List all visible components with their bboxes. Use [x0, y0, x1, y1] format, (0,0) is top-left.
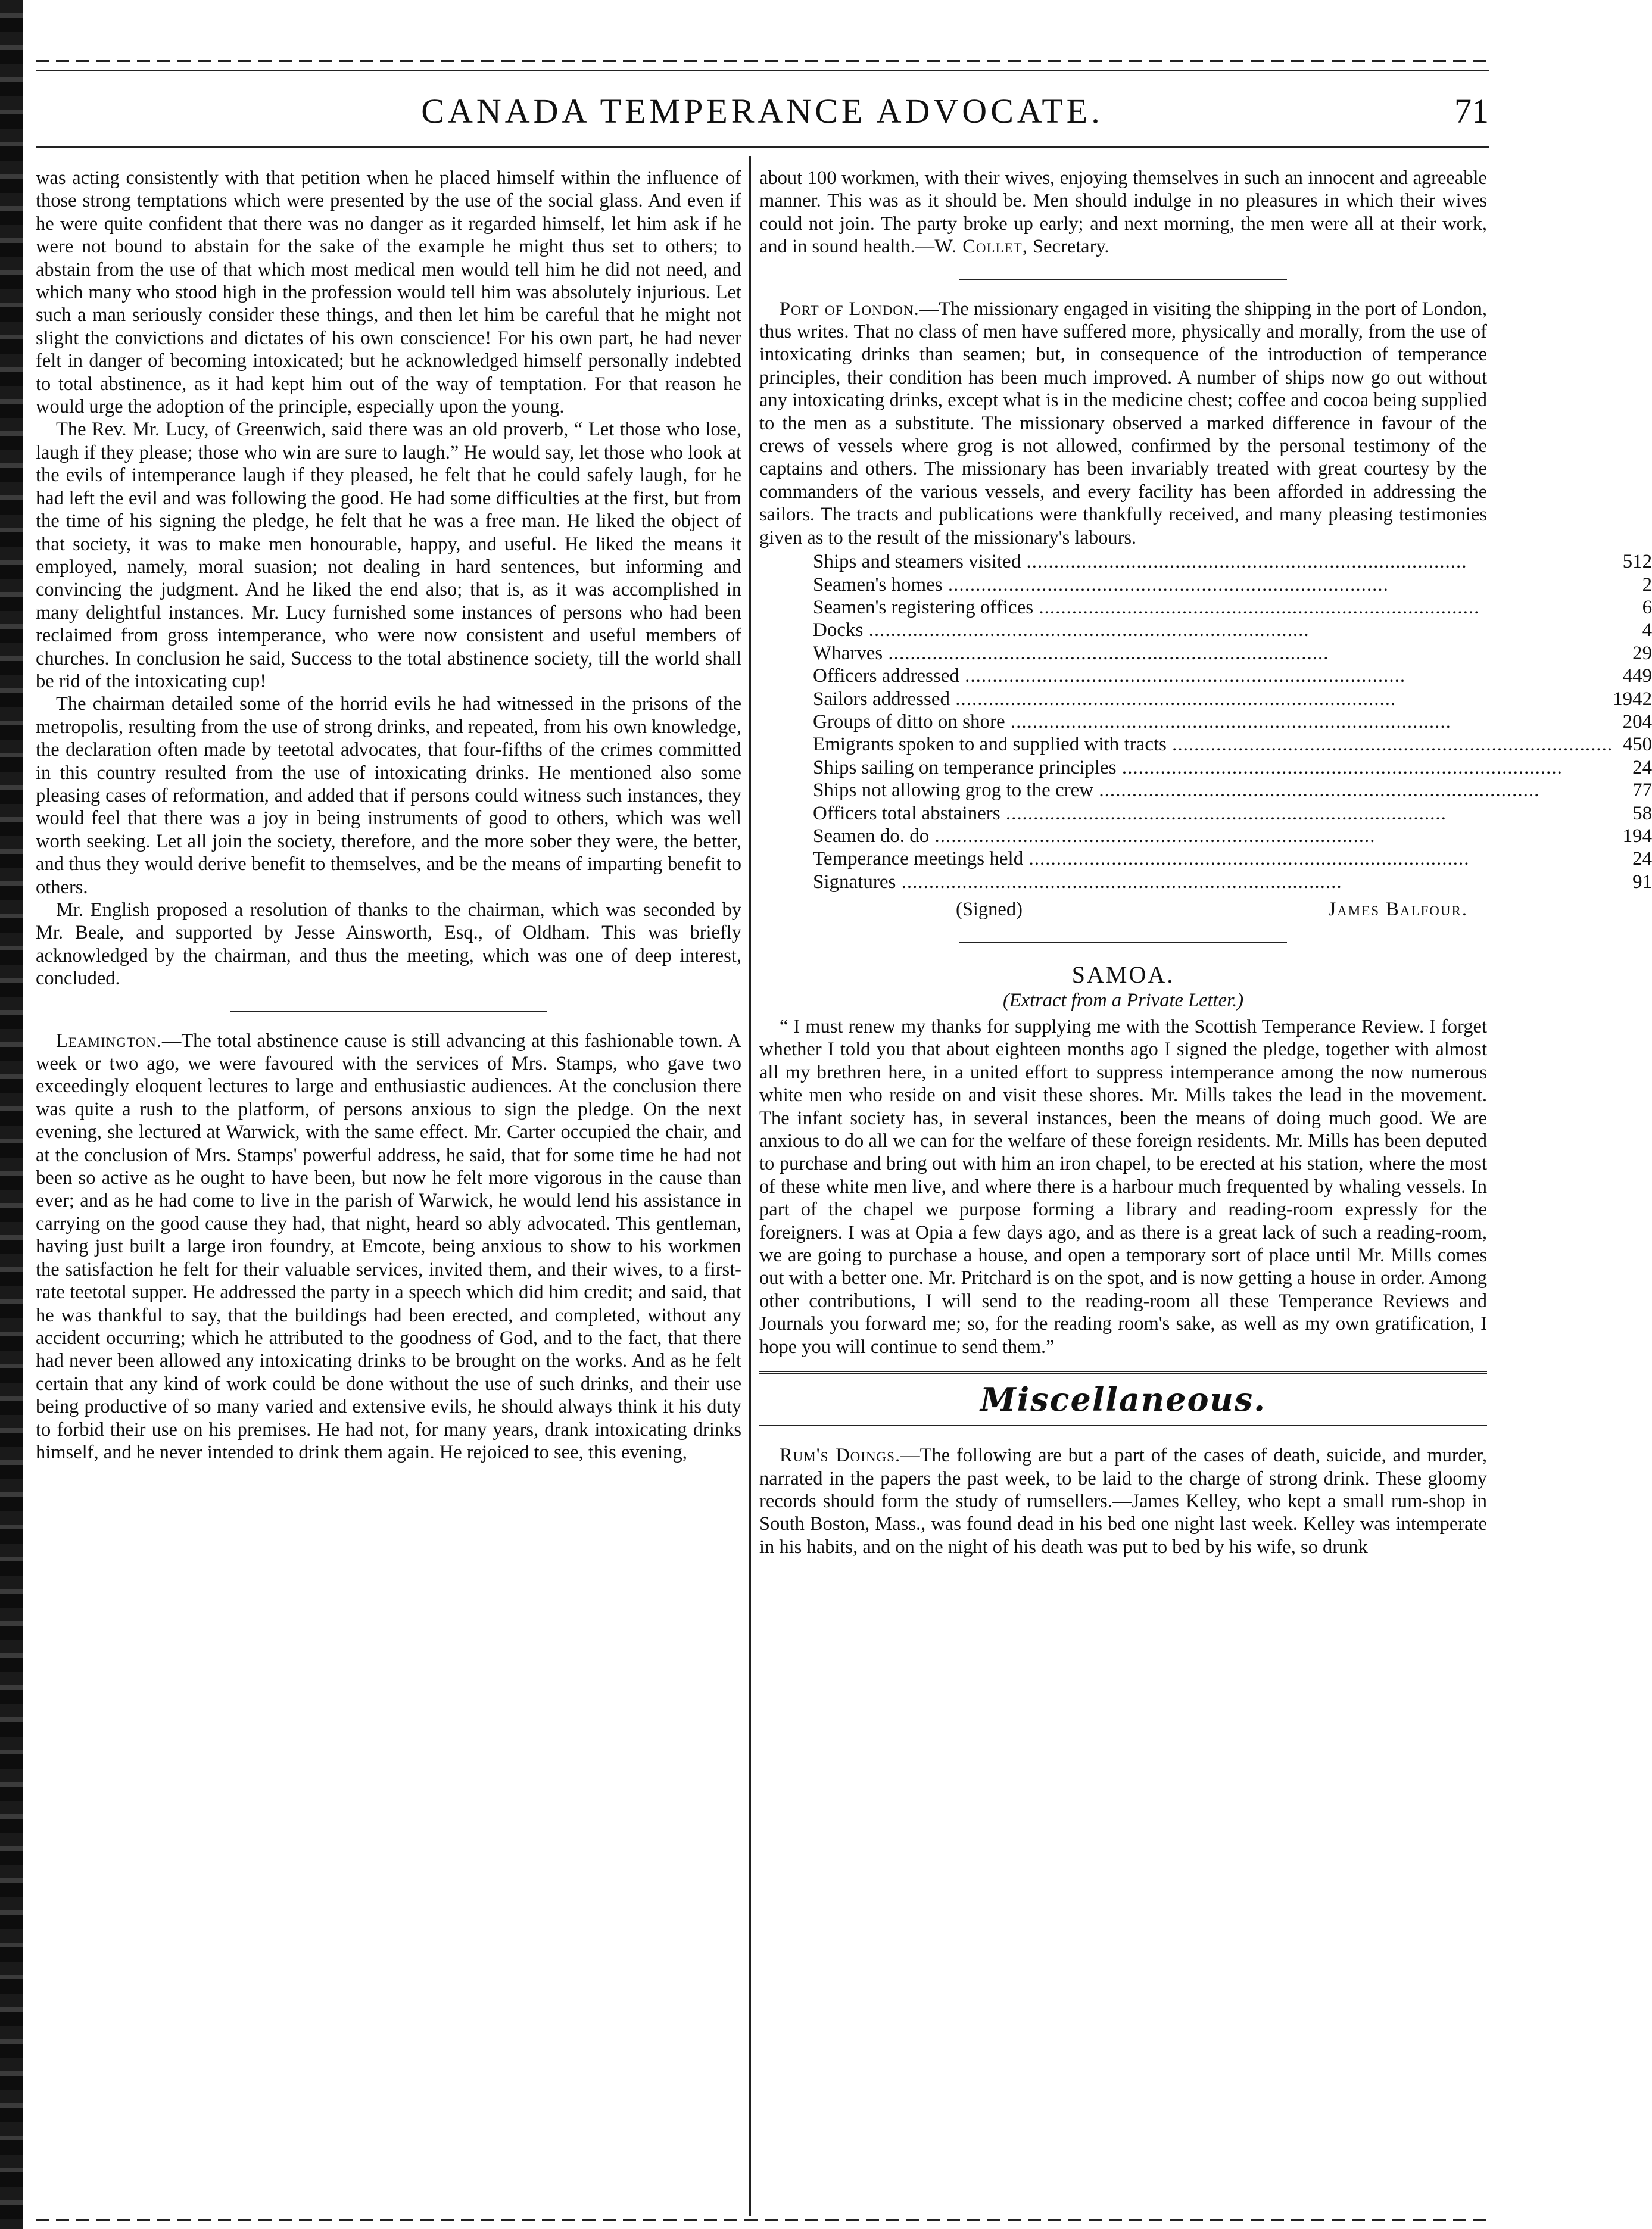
stats-label: Emigrants spoken to and supplied with tracts ................................................................................: [813, 734, 1613, 756]
stats-value: 450: [1622, 734, 1652, 756]
stats-row: [813, 756, 1652, 779]
stats-row: [813, 710, 1652, 733]
article-leamington: [36, 1030, 741, 1464]
stats-value: 512: [1622, 551, 1652, 573]
stats-value: 29: [1632, 642, 1652, 664]
stats-label: Seamen's registering offices ................................................................................: [813, 596, 1480, 618]
stats-row: [813, 573, 1652, 596]
article-paragraph: The Rev. Mr. Lucy, of Greenwich, said there was an old proverb, “ Let those who lose, laugh if they please; those who win are sure to laugh.” He would say, let those who look at the evils of intemperance laugh if they pleased, he felt that he could safely laugh, for he had left the evil and was following the good. He had some difficulties at the first, but from the time of his signing the pledge, he felt that he was a free man. He liked the object of that society, it was to make men honourable, happy, and useful. He liked the means it employed, namely, moral suasion; not dealing in hard sentences, but informing and convincing the judgment. And he liked the end also; that is, as it was accomplished in many delightful instances. Mr. Lucy furnished some instances of persons who had been reclaimed from gross intemperance, who were now consistent and useful members of churches. In conclusion he said, Success to the total abstinence society, till the world shall be rid of the intoxicating cup!: [36, 419, 741, 692]
stats-label: Ships not allowing grog to the crew ................................................................................: [813, 780, 1540, 802]
stats-row: [813, 596, 1652, 619]
stats-label: Sailors addressed ................................................................................: [813, 688, 1397, 710]
stats-row: [813, 665, 1652, 687]
stats-row: [813, 688, 1652, 710]
leader-dots: ................................................................................: [942, 573, 1389, 596]
article-paragraph: The chairman detailed some of the horrid evils he had witnessed in the prisons of the metropolis, resulting from the use of strong drinks, and repeated, from his own knowledge, the declaration often made by teetotal advocates, that four-fifths of the crimes committed in this country resulted from the use of intoxicating drinks. He mentioned also some pleasing cases of reformation, and added that if persons could witness such instances, they would feel that there was a joy in being instruments of good to others, which was well worth seeking. Let all join the society, therefore, and the more sober they were, the better, and thus they would derive benefit to themselves, and be the means of imparting benefit to others.: [36, 693, 741, 898]
article-heading: Leamington.: [56, 1030, 162, 1052]
article-body: —The missionary engaged in visiting the shipping in the port of London, thus writes. That no class of men have suffered more, physically and morally, from the use of intoxicating drinks than seamen; but, in consequence of the introduction of temperance principles, their condition has been much improved. A number of ships now go out without any intoxicating drinks, except what is in the medicine chest; coffee and cocoa being supplied to the men as a substitute. The missionary observed a marked difference in favour of the crews of vessels where grog is not allowed, confirmed by the personal testimony of the captains and others. The missionary has been invariably treated with great courtesy by the commanders of the various vessels, and every facility has been afforded in addressing the sailors. The tracts and publications were thankfully received, and many pleasing testimonies given as to the result of the missionary's labours.: [759, 298, 1487, 548]
stats-label: Wharves ................................................................................: [813, 642, 1329, 664]
stats-value: 24: [1632, 756, 1652, 778]
page-title: CANADA TEMPERANCE ADVOCATE.: [421, 92, 1104, 130]
stats-value: 1942: [1613, 688, 1652, 710]
leader-dots: ................................................................................: [863, 619, 1310, 641]
leader-dots: ................................................................................: [896, 871, 1342, 893]
section-rule: [959, 942, 1287, 943]
stats-label: Seamen do. do ................................................................................: [813, 825, 1376, 847]
miscellaneous-banner: [759, 1371, 1487, 1427]
leader-dots: ................................................................................: [1033, 596, 1480, 618]
stats-label: Officers total abstainers ................................................................................: [813, 802, 1447, 824]
stats-value: 77: [1632, 780, 1652, 802]
article-heading: Port of London.: [780, 298, 919, 320]
section-rule: [959, 279, 1287, 280]
leader-dots: ................................................................................: [1116, 756, 1563, 778]
leader-dots: ................................................................................: [883, 642, 1329, 664]
section-title: SAMOA.: [1071, 961, 1175, 988]
right-column: [759, 167, 1652, 2215]
signature: W. Collet,: [934, 236, 1028, 258]
signature-title: Secretary.: [1032, 236, 1109, 258]
stats-value: 4: [1642, 619, 1652, 641]
leader-dots: ................................................................................: [1000, 802, 1447, 824]
stats-label: Seamen's homes ................................................................................: [813, 573, 1389, 596]
page-number: 71: [1454, 92, 1489, 130]
leader-dots: ................................................................................: [1093, 780, 1540, 802]
stats-row: [813, 802, 1652, 825]
stats-label: Docks ................................................................................: [813, 619, 1310, 641]
article-rums-doings: [759, 1444, 1487, 1558]
stats-label: Temperance meetings held ................................................................................: [813, 848, 1470, 870]
left-column: [36, 167, 741, 2215]
stats-row: [813, 847, 1652, 870]
leader-dots: ................................................................................: [1021, 551, 1467, 573]
header-rule: [36, 146, 1489, 148]
top-border-rule: [36, 60, 1489, 62]
column-divider: [749, 156, 751, 2216]
article-paragraph: was acting consistently with that petition when he placed himself within the influence of those strong temptations which were presented by the use of the social glass. And even if he were quite confident that there was no danger as it regarded himself, let him ask if he were not bound to abstain for the sake of the example he might thus set to others; to abstain from the use of that which most medical men would tell him he did not need, and which many who stood high in the profession would tell him was absolutely injurious. Let such a man seriously consider these things, and then let him be careful that he might not slight the convictions and dictates of his own conscience! For his own part, he had never felt in danger of becoming intoxicated; but he acknowledged himself personally indebted to total abstinence, as it had kept him out of the way of temptation. For that reason he would urge the adoption of the principle, especially upon the young.: [36, 167, 741, 418]
stats-row: [813, 779, 1652, 802]
signed-name: James Balfour.: [1328, 899, 1468, 921]
stats-value: 58: [1632, 802, 1652, 824]
stats-value: 194: [1622, 825, 1652, 847]
section-title: Miscellaneous.: [980, 1380, 1267, 1419]
leader-dots: ................................................................................: [1023, 848, 1470, 870]
bottom-border-rule: [36, 2219, 1489, 2221]
signed-label: (Signed): [956, 899, 1023, 921]
article-paragraph: Mr. English proposed a resolution of thanks to the chairman, which was seconded by Mr. Beale, and supported by Jesse Ainsworth, Esq., of Oldham. This was briefly acknowledged by the chairman, and thus the meeting, which was one of deep interest, concluded.: [36, 899, 741, 990]
stats-value: 449: [1622, 665, 1652, 687]
stats-value: 24: [1632, 848, 1652, 870]
signature-line: [956, 898, 1468, 921]
leader-dots: ................................................................................: [1005, 710, 1451, 732]
section-subtitle: (Extract from a Private Letter.): [1002, 989, 1244, 1011]
stats-label: Signatures ................................................................................: [813, 871, 1342, 893]
leader-dots: ................................................................................: [929, 825, 1376, 847]
article-paragraph: “ I must renew my thanks for supplying me with the Scottish Temperance Review. I forget whether I told you that about eighteen months ago I signed the pledge, together with almost all my brethren here, in a united effort to suppress intemperance among the now numerous white men who reside on and visit these shores. Mr. Mills takes the lead in the movement. The infant society has, in several instances, been the means of doing much good. We are anxious to do all we can for the welfare of these foreign residents. Mr. Mills has been deputed to purchase and bring out with him an iron chapel, to be erected at his station, where the most of these white men live, and where there is a harbour much frequented by whaling vessels. In part of the chapel we purpose forming a library and reading-room expressly for the foreigners. I was at Opia a few days ago, and as there is a great lack of such a reading-room, we are going to purchase a house, and open a temporary sort of place until Mr. Mills comes out with a better one. Mr. Pritchard is on the spot, and is now getting a house in order. Among other contributions, I will send to the reading-room all these Temperance Reviews and Journals you forward me; so, for the reading room's sake, as well as my own gratification, I hope you will continue to send them.”: [759, 1016, 1487, 1358]
section-rule: [230, 1011, 547, 1012]
stats-row: [813, 825, 1652, 847]
stats-value: 6: [1642, 596, 1652, 618]
stats-value: 91: [1632, 871, 1652, 893]
stats-label: Officers addressed ................................................................................: [813, 665, 1406, 687]
binding-edge: [0, 0, 23, 2229]
leader-dots: ................................................................................: [959, 665, 1406, 687]
article-body: about 100 workmen, with their wives, enjoying themselves in such an innocent and agreeable manner. This was as it should be. Men should indulge in no pleasures in which their wives could not join. The party broke up early; and next morning, the men were all at their work, and in sound health.—: [759, 167, 1487, 258]
stats-label: Ships and steamers visited ................................................................................: [813, 551, 1467, 573]
stats-value: 204: [1622, 710, 1652, 732]
top-border-rule-2: [36, 70, 1489, 71]
stats-row: [813, 642, 1652, 665]
stats-value: 2: [1642, 573, 1652, 596]
leader-dots: ................................................................................: [1166, 734, 1613, 756]
stats-row: [813, 871, 1652, 893]
article-paragraph: [759, 167, 1487, 258]
article-body: —The total abstinence cause is still advancing at this fashionable town. A week or two ago, we were favoured with the services of Mrs. Stamps, who gave two exceedingly eloquent lectures to large and enthusiastic audiences. At the conclusion there was quite a rush to the platform, of persons anxious to sign the pledge. On the next evening, she lectured at Warwick, with the same effect. Mr. Carter occupied the chair, and at the conclusion of Mrs. Stamps' powerful address, he said, that for some time he had not been so active as he ought to have been, but now he felt more vigorous in the cause than ever; and as he had come to live in the parish of Warwick, he would lend his assistance in carrying on the good cause they had, that night, heard so ably advocated. This gentleman, having just built a large iron foundry, at Emcote, being anxious to show to his workmen the satisfaction he felt for their valuable services, invited them, and their wives, to a first-rate teetotal supper. He addressed the party in a speech which did him credit; and said, that he was thankful to say, that the buildings had been erected, and completed, without any accident occurring; which he attributed to the goodness of God, and to the fact, that there had never been allowed any intoxicating drinks to be brought on the works. And as he felt certain that any kind of work could be done without the use of such drinks, and their use being productive of so many varied and extensive evils, he should always think it his duty to forbid their use on his premises. He had not, for many years, drank intoxicating drinks himself, and he never intended to drink them again. He rejoiced to see, this evening,: [36, 1030, 741, 1463]
article-port-of-london: [759, 298, 1487, 549]
stats-label: Ships sailing on temperance principles ................................................................................: [813, 756, 1563, 778]
stats-label: Groups of ditto on shore ................................................................................: [813, 710, 1451, 732]
article-body: —The following are but a part of the cases of death, suicide, and murder, narrated in the papers the past week, to be laid to the charge of strong drink. These gloomy records should form the study of rumsellers.—James Kelley, who kept a small rum-shop in South Boston, Mass., was found dead in his bed one night last week. Kelley was intemperate in his habits, and on the night of his death was put to bed by his wife, so drunk: [759, 1445, 1487, 1558]
masthead: [36, 80, 1489, 146]
leader-dots: ................................................................................: [950, 688, 1397, 710]
missionary-statistics-table: [813, 550, 1652, 893]
stats-row: [813, 733, 1652, 756]
stats-row: [813, 619, 1652, 641]
stats-row: [813, 550, 1652, 573]
article-heading: Rum's Doings.: [780, 1445, 901, 1467]
